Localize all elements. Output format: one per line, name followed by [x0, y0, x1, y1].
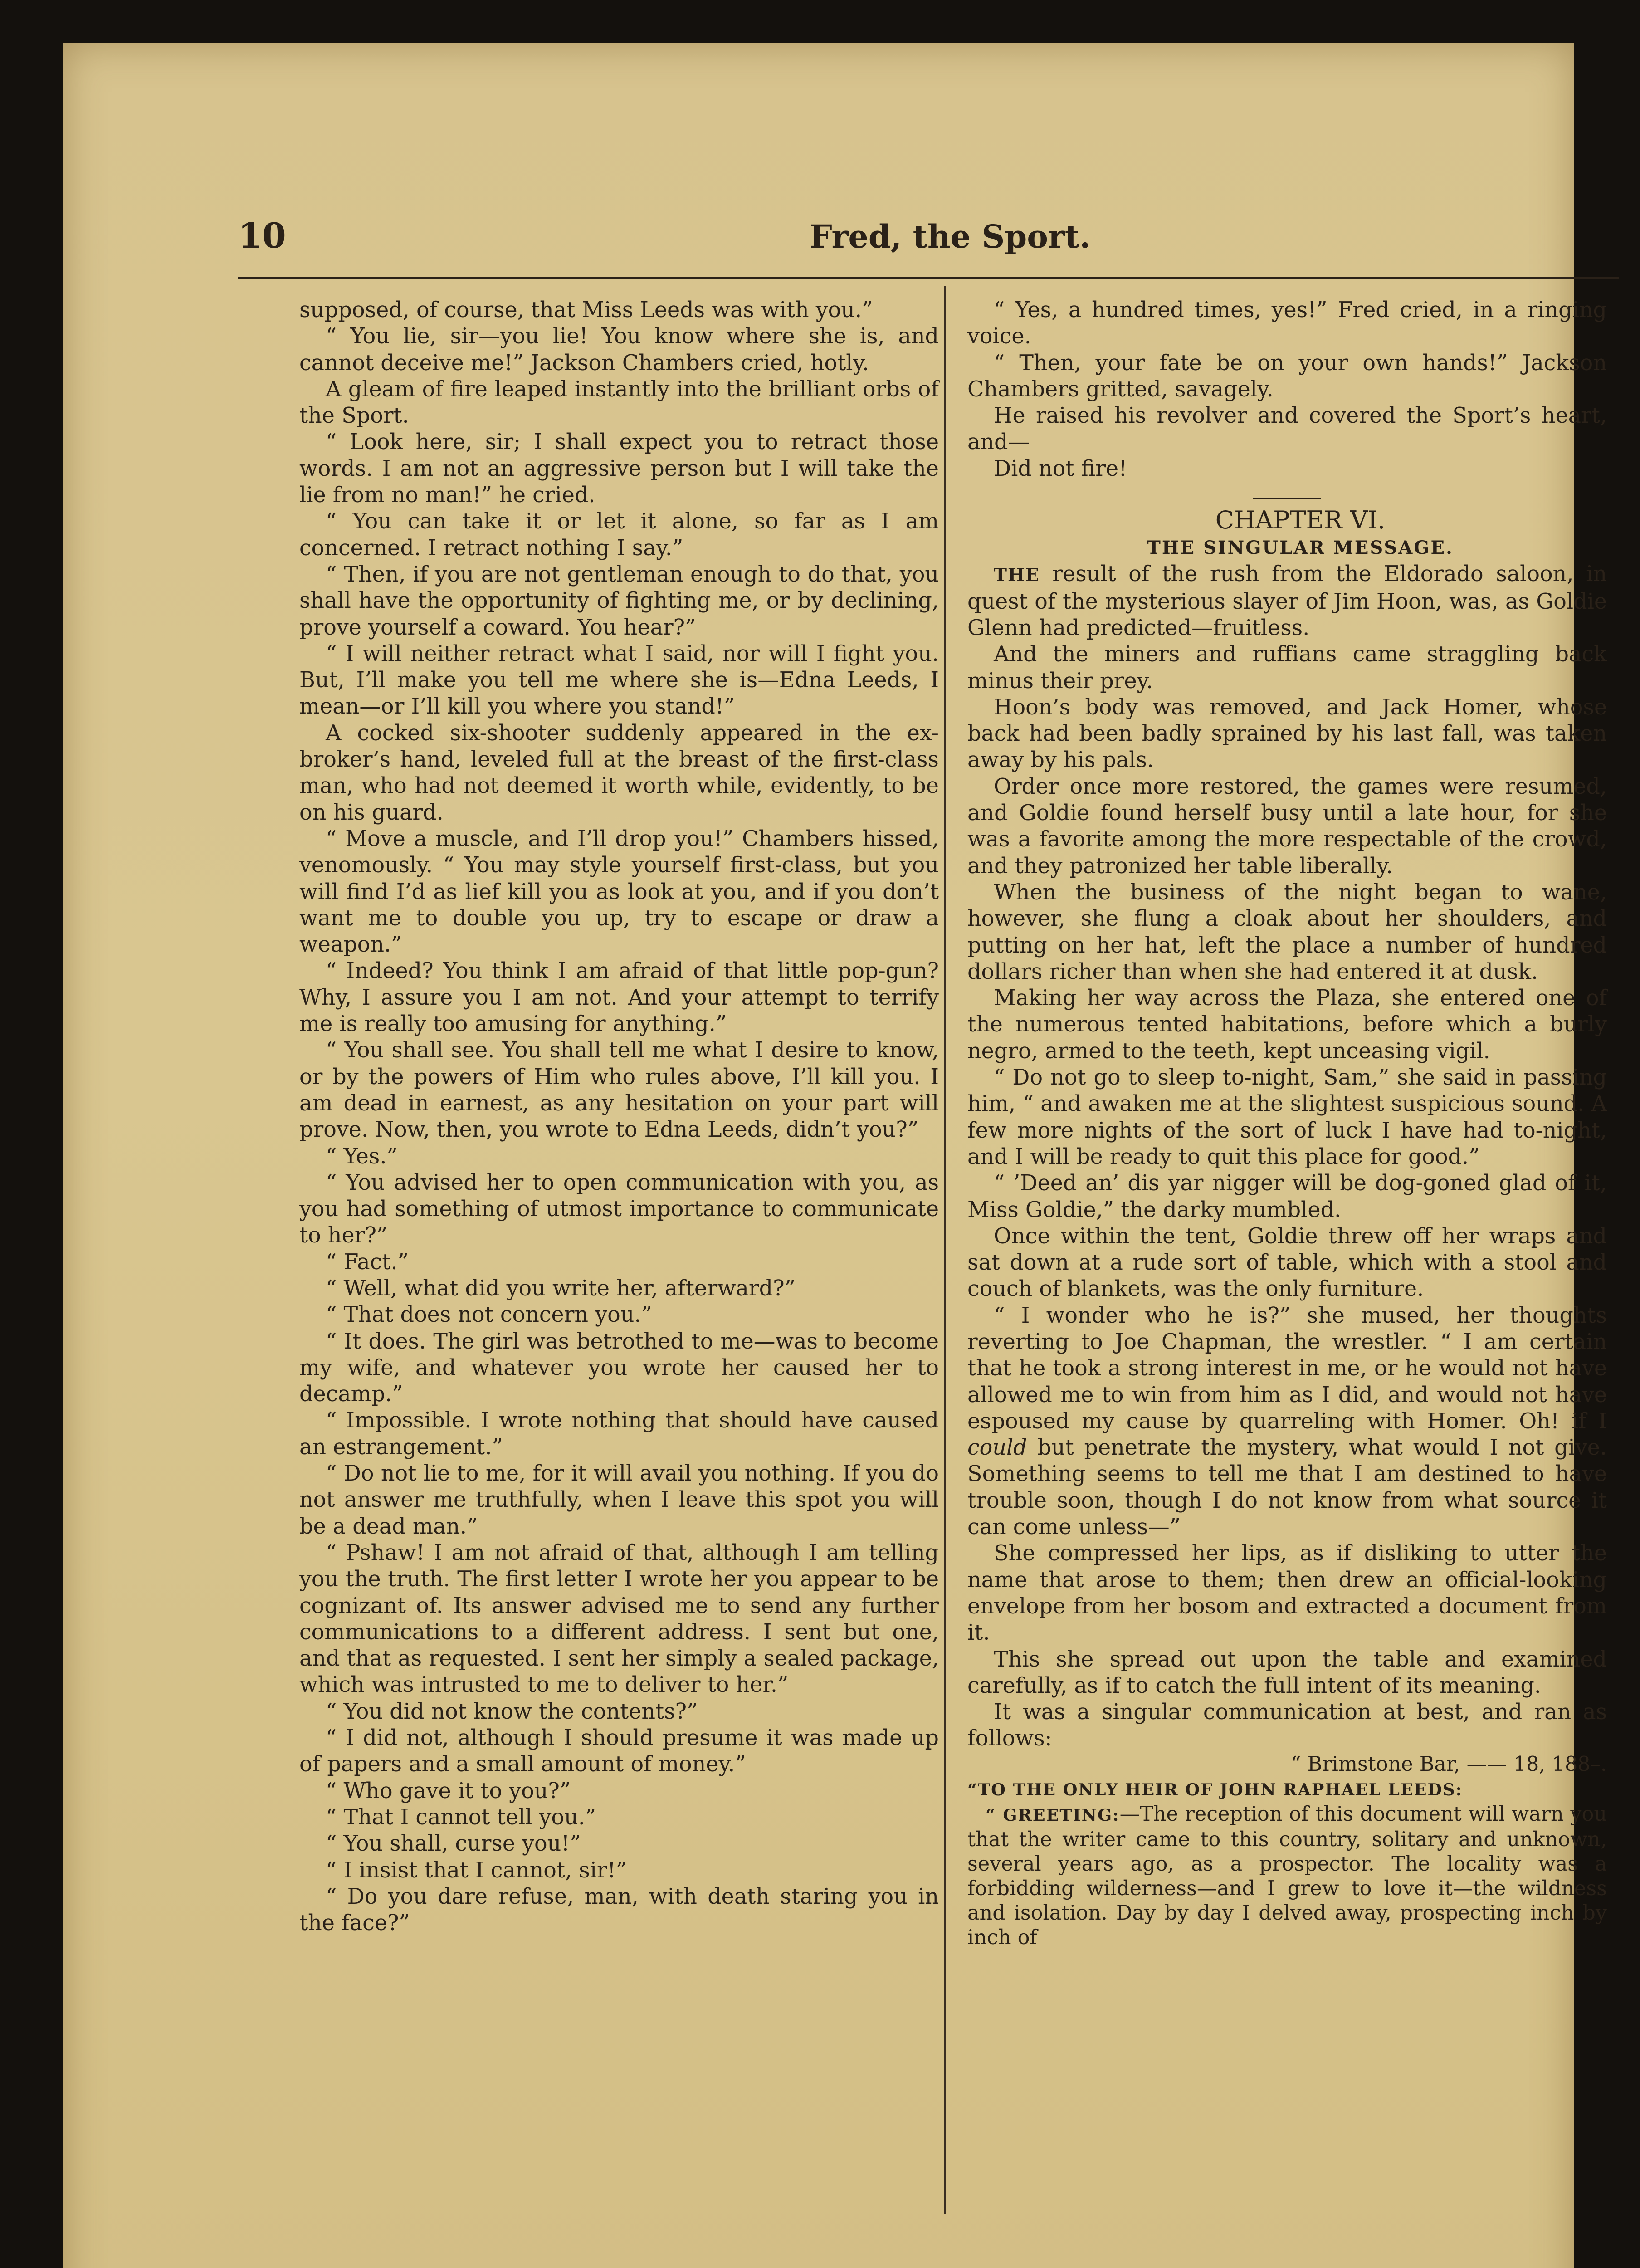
- wonder-text-1: “ I wonder who he is?” she mused, her thoughts reverting to Joe Chapman, the wrestler. “ I am certain that he took a strong interest in me, or he would not have allowed me to win from him as I did, and would not have espoused my cause by quarreling with Homer. Oh! if I: [967, 1303, 1607, 1434]
- newspaper-page: [63, 43, 1607, 2268]
- left-column: [299, 297, 939, 1936]
- paragraph: “ Yes, a hundred times, yes!” Fred cried, in a ringing voice.: [967, 298, 1607, 349]
- paragraph: “ Yes.”: [326, 1144, 398, 1169]
- letter-greeting: [967, 1802, 1607, 1950]
- chapter-opening-paragraph: [967, 561, 1607, 641]
- paragraph: A cocked six-shooter suddenly appeared in the ex-broker’s hand, leveled full at the breast of the first-class man, who had not deemed it worth while, evidently, to be on his guard.: [299, 720, 939, 825]
- paragraph: “ Do not lie to me, for it will avail you nothing. If you do not answer me truthfully, when I leave this spot you will be a dead man.”: [299, 1461, 939, 1539]
- greeting-label: “ GREETING:: [986, 1805, 1120, 1825]
- chapter-subtitle: THE SINGULAR MESSAGE.: [1147, 537, 1454, 559]
- paragraph: “ Pshaw! I am not afraid of that, although I am telling you the truth. The first letter I wrote her you appear to be cognizant of. Its answer advised me to send any further communications to a different address. I sent but one, and that as requested. I sent her simply a sealed package, which was intrusted to me to deliver to her.”: [299, 1540, 939, 1698]
- page-number: 10: [238, 215, 286, 256]
- paragraph: A gleam of fire leaped instantly into the brilliant orbs of the Sport.: [299, 376, 939, 429]
- paragraph: Hoon’s body was removed, and Jack Homer, whose back had been badly sprained by his last fall, was taken away by his pals.: [967, 694, 1607, 773]
- paragraph: She compressed her lips, as if disliking to utter the name that arose to them; then drew an official-looking envelope from her bosom and extracted a document from it.: [967, 1541, 1607, 1646]
- paragraph: “ Then, your fate be on your own hands!” Jackson Chambers gritted, savagely.: [967, 350, 1607, 402]
- paragraph: “ Impossible. I wrote nothing that should have caused an estrangement.”: [299, 1408, 939, 1460]
- paragraph: Making her way across the Plaza, she entered one of the numerous tented habitations, before which a burly negro, armed to the teeth, kept unceasing vigil.: [967, 986, 1607, 1064]
- paragraph: “ ’Deed an’ dis yar nigger will be dog-goned glad of it, Miss Goldie,” the darky mumbled.: [967, 1171, 1607, 1222]
- letter-to-label: “TO THE ONLY HEIR OF JOHN RAPHAEL LEEDS:: [967, 1779, 1463, 1799]
- paragraph: And the miners and ruffians came straggling back minus their prey.: [967, 642, 1607, 694]
- paragraph: “ I did not, although I should presume it was made up of papers and a small amount of money.”: [299, 1725, 939, 1777]
- paragraph: “ It does. The girl was betrothed to me—was to become my wife, and whatever you wrote her caused her to decamp.”: [299, 1329, 939, 1407]
- paragraph: “ You advised her to open communication with you, as you had something of utmost importance to communicate to her?”: [299, 1170, 939, 1248]
- header-rule: [238, 277, 1619, 279]
- running-title: Fred, the Sport.: [810, 218, 1091, 255]
- letter-addressee: [967, 1777, 1607, 1802]
- paragraph: “ You shall see. You shall tell me what I desire to know, or by the powers of Him who rules above, I’ll kill you. I am dead in earnest, as any hesitation on your part will prove. Now, then, you wrote to Edna Leeds, didn’t you?”: [299, 1038, 939, 1143]
- paragraph: “ I will neither retract what I said, nor will I fight you. But, I’ll make you tell me where she is—Edna Leeds, I mean—or I’ll kill you where you stand!”: [299, 641, 939, 719]
- letter-dateline: “ Brimstone Bar, —— 18, 188–.: [1290, 1752, 1607, 1776]
- paragraph: “ You lie, sir—you lie! You know where she is, and cannot deceive me!” Jackson Chambers cried, hotly.: [299, 324, 939, 376]
- emphasis-word: could: [967, 1435, 1027, 1461]
- paragraph: “ Do you dare refuse, man, with death staring you in the face?”: [299, 1884, 939, 1936]
- paragraph: Once within the tent, Goldie threw off her wraps and sat down at a rude sort of table, which with a stool and couch of blankets, was the only furniture.: [967, 1223, 1607, 1302]
- paragraph: He raised his revolver and covered the Sport’s heart, and—: [967, 403, 1607, 455]
- paragraph: “ Move a muscle, and I’ll drop you!” Chambers hissed, venomously. “ You may style yourself first-class, but you will find I’d as lief kill you as look at you, and if you don’t want me to double you up, try to escape or draw a weapon.”: [299, 826, 939, 958]
- paragraph: When the business of the night began to wane, however, she flung a cloak about her shoulders, and putting on her hat, left the place a number of hundred dollars richer than when she had entered it at dusk.: [967, 880, 1607, 984]
- paragraph: “ That does not concern you.”: [326, 1302, 652, 1328]
- paragraph: It was a singular communication at best, and ran as follows:: [967, 1700, 1607, 1751]
- chapter-title: CHAPTER VI.: [1215, 506, 1386, 535]
- letter: [967, 1752, 1607, 1950]
- paragraph: supposed, of course, that Miss Leeds was with you.”: [299, 298, 873, 323]
- paragraph: “ Do not go to sleep to-night, Sam,” she said in passing him, “ and awaken me at the slightest suspicious sound. A few more nights of the sort of luck I have had to-night, and I will be ready to quit this place for good.”: [967, 1065, 1607, 1169]
- greeting-text: —The reception of this document will warn you that the writer came to this country, solitary and unknown, several years ago, as a prospector. The locality was a forbidding wilderness—and I grew to love it—the wildness and isolation. Day by day I delved away, prospecting inch by inch of: [967, 1802, 1607, 1949]
- paragraph: Did not fire!: [994, 456, 1128, 481]
- paragraph: “ You shall, curse you!”: [326, 1831, 581, 1857]
- paragraph: Order once more restored, the games were resumed, and Goldie found herself busy until a late hour, for she was a favorite among the more respectable of the crowd, and they patronized her table liberally.: [967, 774, 1607, 879]
- wonder-text-2: but penetrate the mystery, what would I not give. Something seems to tell me that I am destined to have trouble soon, though I do not know from what source it can come unless—”: [967, 1435, 1607, 1540]
- paragraph: “ Look here, sir; I shall expect you to retract those words. I am not an aggressive person but I will take the lie from no man!” he cried.: [299, 430, 939, 508]
- opening-text: result of the rush from the Eldorado saloon, in quest of the mysterious slayer of Jim Hoon, was, as Goldie Glenn had predicted—fruitless.: [967, 562, 1607, 640]
- paragraph: “ Who gave it to you?”: [326, 1778, 571, 1804]
- right-column: [967, 297, 1607, 1950]
- paragraph: “ I insist that I cannot, sir!”: [326, 1857, 627, 1883]
- chapter-rule: [1253, 498, 1321, 499]
- paragraph-wonder: [967, 1303, 1607, 1541]
- paragraph: “ Indeed? You think I am afraid of that little pop-gun? Why, I assure you I am not. And your attempt to terrify me is really too amusing for anything.”: [299, 958, 939, 1037]
- paragraph: “ You did not know the contents?”: [326, 1699, 698, 1724]
- paragraph: “ Then, if you are not gentleman enough to do that, you shall have the opportunity of fighting me, or by declining, prove yourself a coward. You hear?”: [299, 562, 939, 640]
- paragraph: “ Well, what did you write her, afterward?”: [326, 1276, 796, 1301]
- paragraph: This she spread out upon the table and examined carefully, as if to catch the full intent of its meaning.: [967, 1647, 1607, 1698]
- opening-word: THE: [994, 565, 1040, 586]
- paragraph: “ Fact.”: [326, 1249, 409, 1275]
- column-rule: [944, 286, 946, 2214]
- paragraph: “ You can take it or let it alone, so far as I am concerned. I retract nothing I say.”: [299, 509, 939, 561]
- paragraph: “ That I cannot tell you.”: [326, 1804, 596, 1830]
